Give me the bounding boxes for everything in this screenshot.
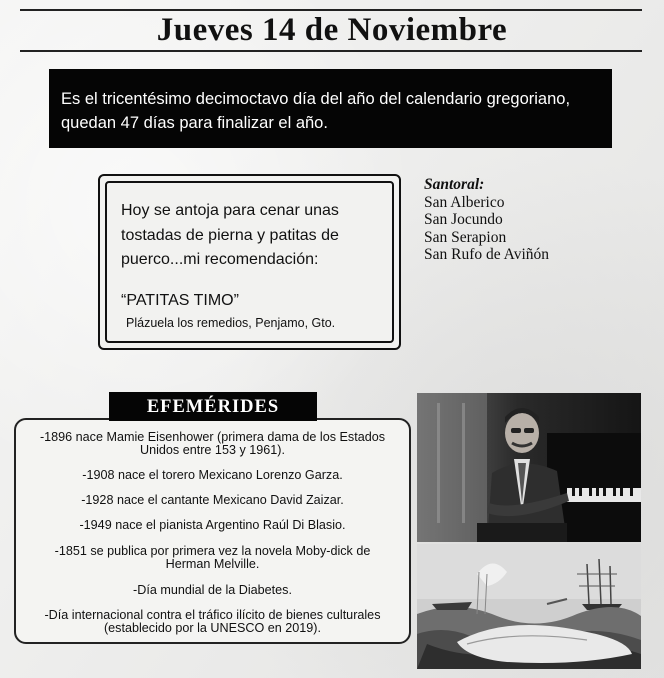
efemeride-item: -1928 nace el cantante Mexicano David Zaizar.: [81, 493, 344, 507]
efemeride-item: -Día mundial de la Diabetes.: [133, 583, 292, 597]
efemeride-item: -1896 nace Mamie Eisenhower (primera dama de los Estados Unidos entre 153 y 1961).: [39, 430, 386, 457]
pianist-photo: [417, 393, 641, 542]
moby-dick-illustration: [417, 544, 641, 669]
saint-item: San Alberico: [424, 193, 505, 211]
moby-dick-photo: [417, 544, 641, 669]
saint-item: San Serapion: [424, 228, 507, 246]
bottom-rule: [20, 50, 642, 52]
efemeride-item: -Día internacional contra el tráfico ilícito de bienes culturales (establecido por la UNESCO en 2019).: [44, 608, 381, 635]
page-title: Jueves 14 de Noviembre: [156, 12, 508, 48]
efemeride-item: -1949 nace el pianista Argentino Raúl Di Blasio.: [79, 518, 346, 532]
pianist-photo-illustration: [417, 393, 641, 542]
santoral-title: Santoral:: [424, 176, 485, 193]
restaurant-name: “PATITAS TIMO”: [121, 292, 239, 309]
santoral-section: [424, 176, 549, 264]
efemerides-label: EFEMÉRIDES: [109, 392, 317, 421]
efemeride-item: -1908 nace el torero Mexicano Lorenzo Garza.: [82, 468, 343, 482]
top-rule: [20, 9, 642, 11]
saint-item: San Jocundo: [424, 211, 503, 228]
day-fact-text: Es el tricentésimo decimoctavo día del año del calendario gregoriano, quedan 47 días para finalizar el año.: [61, 90, 571, 132]
efemeride-item: -1851 se publica por primera vez la novela Moby-dick de Herman Melville.: [54, 544, 371, 571]
saint-item: San Rufo de Aviñón: [424, 246, 549, 263]
day-fact-banner: [49, 69, 612, 148]
menu-recommendation-text: Hoy se antoja para cenar unas tostadas de pierna y patitas de puerco...mi recomendación:: [121, 202, 339, 268]
restaurant-location: Plázuela los remedios, Penjamo, Gto.: [126, 316, 336, 330]
